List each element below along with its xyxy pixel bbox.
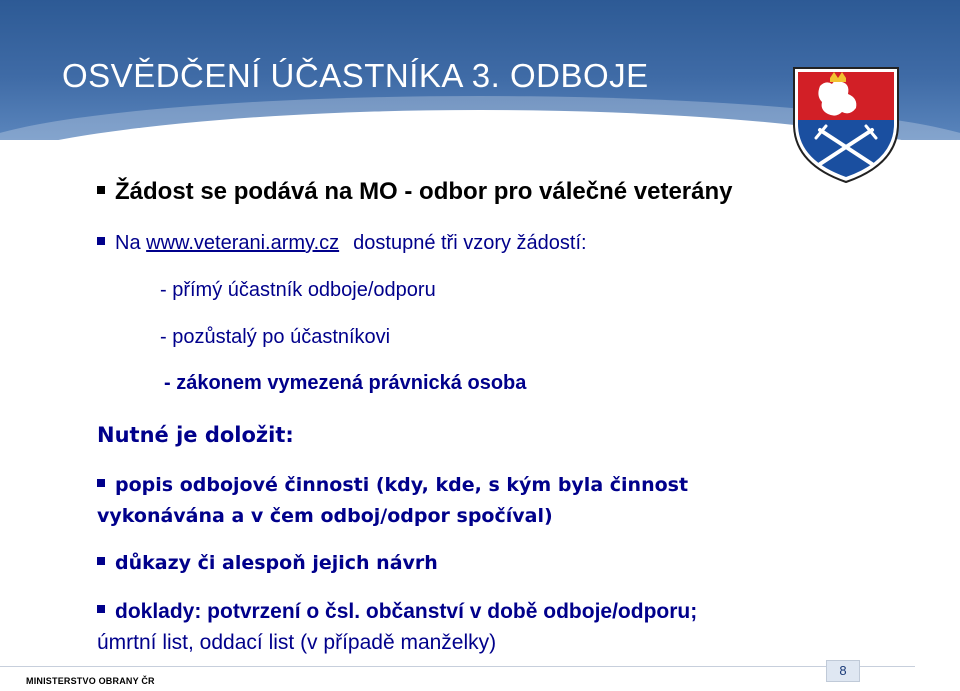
form-type-survivor: - pozůstalý po účastníkovi (160, 326, 391, 348)
footer-divider (0, 666, 915, 667)
bullet-square-icon (97, 557, 105, 565)
bullet-item-website (97, 232, 587, 255)
required-item-evidence (97, 552, 438, 574)
form-type-direct: - přímý účastník odboje/odporu (160, 279, 436, 301)
required-item-documents (97, 600, 697, 624)
required-heading: Nutné je doložit: (97, 423, 294, 447)
bullet-square-icon (97, 479, 105, 487)
required-item-text: doklady: potvrzení o čsl. občanství v době odboje/odporu; (115, 600, 698, 623)
bullet-square-icon (97, 605, 105, 613)
office-text: Žádost se podává na MO - odbor pro válečné veterány (115, 178, 733, 205)
required-item-text: důkazy či alespoň jejich návrh (115, 552, 438, 574)
slide-title: OSVĚDČENÍ ÚČASTNÍKA 3. ODBOJE (62, 57, 649, 94)
bullet-square-icon (97, 237, 105, 245)
required-item-text: popis odbojové činnosti (kdy, kde, s kým byla činnost (115, 474, 689, 496)
required-item-activity (97, 474, 688, 496)
page-number: 8 (826, 660, 860, 682)
required-item-documents-cont: úmrtní list, oddací list (v případě manželky) (97, 631, 497, 654)
website-link[interactable]: www.veterani.army.cz (146, 232, 340, 254)
required-item-activity-cont: vykonávána a v čem odboj/odpor spočíval) (97, 505, 553, 527)
website-prefix: Na (115, 232, 147, 254)
website-suffix: dostupné tři vzory žádostí: (353, 232, 587, 254)
bullet-item-office (97, 178, 733, 206)
army-coat-of-arms-icon (790, 64, 902, 186)
footer-ministry: MINISTERSTVO OBRANY ČR (26, 676, 155, 686)
form-type-legal-entity: - zákonem vymezená právnická osoba (164, 372, 527, 394)
bullet-square-icon (97, 186, 105, 194)
